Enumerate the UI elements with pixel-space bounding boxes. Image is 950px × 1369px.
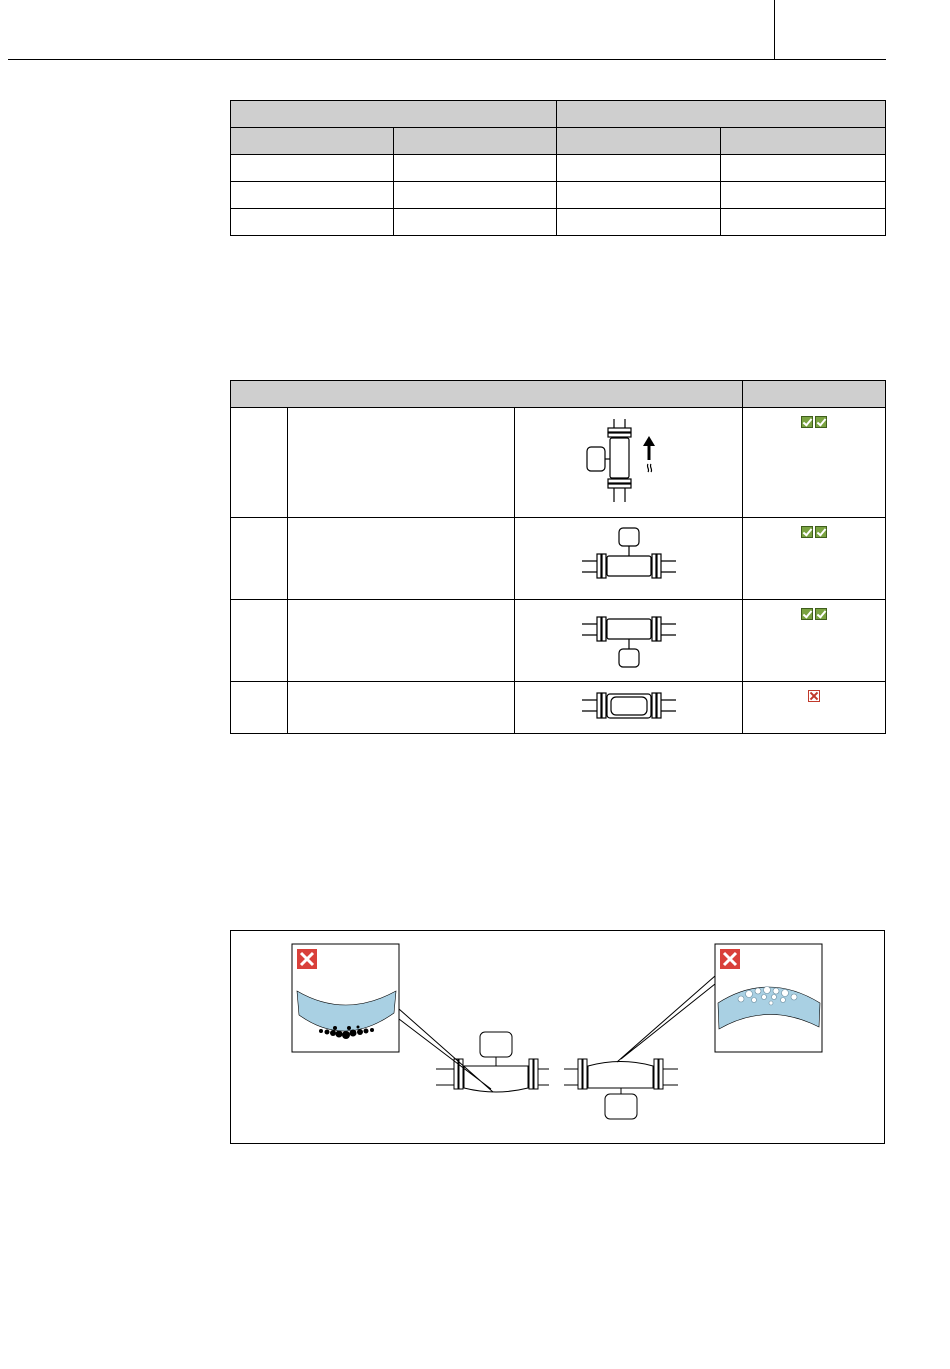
row-id (231, 408, 288, 518)
cross-box-icon (297, 949, 317, 969)
table-row (231, 408, 886, 518)
header-vertical-line (774, 0, 775, 60)
table-cell (394, 209, 557, 236)
row-label (288, 408, 515, 518)
cross-icon (808, 690, 820, 702)
flowmeter-icon (399, 1009, 549, 1092)
table-cell (394, 155, 557, 182)
group-header (231, 101, 557, 128)
cross-box-icon (720, 949, 740, 969)
table-row (231, 600, 886, 682)
table-cell (231, 182, 394, 209)
column-header (557, 128, 721, 155)
row-label (288, 682, 515, 734)
check-check-icon (800, 417, 828, 431)
table-cell (557, 155, 721, 182)
table-row (231, 182, 886, 209)
table-cell (557, 209, 721, 236)
horizontal-meter-transmitter-up-icon (579, 526, 679, 588)
table-row (231, 518, 886, 600)
group-header (557, 101, 886, 128)
table-cell (721, 155, 886, 182)
horizontal-meter-transmitter-down-icon (579, 608, 679, 670)
row-label (288, 600, 515, 682)
row-id (231, 682, 288, 734)
orientation-table (230, 380, 886, 734)
table-row (231, 209, 886, 236)
column-header (394, 128, 557, 155)
row-label (288, 518, 515, 600)
check-check-icon (800, 527, 828, 541)
row-id (231, 518, 288, 600)
flowmeter-icon (564, 976, 715, 1119)
data-table (230, 100, 886, 236)
table-cell (721, 209, 886, 236)
row-id (231, 600, 288, 682)
table-cell (557, 182, 721, 209)
column-header (231, 128, 394, 155)
installation-illustration (231, 931, 884, 1143)
installation-figure (230, 930, 885, 1144)
column-header (721, 128, 886, 155)
table-cell (721, 182, 886, 209)
vertical-meter-upward-flow-icon (584, 414, 674, 509)
table-row (231, 682, 886, 734)
horizontal-meter-transmitter-side-icon (579, 686, 679, 726)
table-row (231, 155, 886, 182)
column-header (231, 381, 743, 408)
header-rule (8, 59, 886, 60)
table-cell (231, 209, 394, 236)
table-cell (231, 155, 394, 182)
column-header (743, 381, 886, 408)
table-cell (394, 182, 557, 209)
check-check-icon (800, 609, 828, 623)
